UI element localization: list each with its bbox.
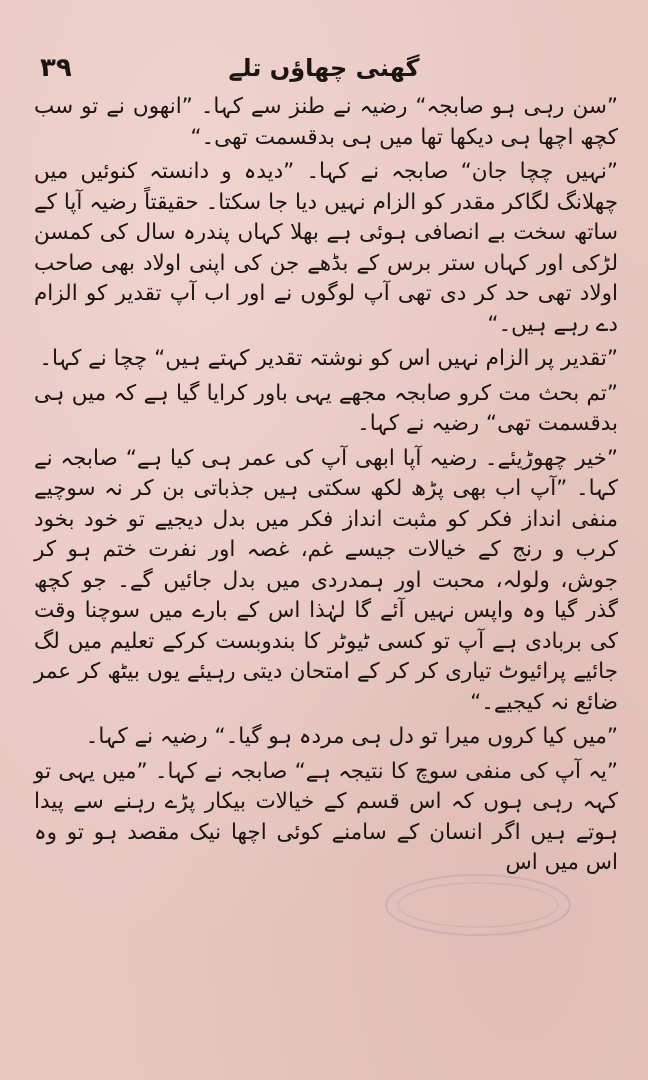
paragraph: ”تقدیر پر الزام نہیں اس کو نوشتہ تقدیر کہتے ہیں“ چچا نے کہا۔ (39, 346, 618, 371)
paragraph: ”میں کیا کروں میرا تو دل ہی مردہ ہو گیا۔“ رضیہ نے کہا۔ (85, 724, 618, 749)
body-text (34, 92, 618, 883)
paragraph: ”خیر چھوڑیئے۔ رضیہ آپا ابھی آپ کی عمر ہی کیا ہے“ صابجہ نے کہا۔ ”آپ اب بھی پڑھ لکھ سکتی ہیں جذباتی بن کر نہ سوچیے منفی انداز فکر کو مثبت انداز فکر میں بدل دیجیے تو خود بخود کرب و رنج کے خیالات جیسے غم، غصہ اور نفرت ختم ہو کر جوش، ولولہ، محبت اور ہمدردی میں بدل جائیں گے۔ جو کچھ گذر گیا وہ واپس نہیں آئے گا لہٰذا اس کے بارے میں سوچنا وقت کی بربادی ہے آپ تو کسی ٹیوٹر کا بندوبست کرکے تعلیم میں لگ جائیے پرائیوٹ تیاری کر کر کے امتحان دیتی رہیئے یوں بیٹھ کر عمر ضائع نہ کیجیے۔“ (34, 445, 618, 715)
paragraph: ”تم بحث مت کرو صابجہ مجھے یہی باور کرایا گیا ہے کہ میں ہی بدقسمت تھی“ رضیہ نے کہا۔ (34, 380, 618, 436)
running-title: گھنی چھاؤں تلے (228, 54, 420, 82)
page-header (40, 48, 608, 88)
page-number: ۳۹ (40, 53, 72, 83)
paragraph: ”سن رہی ہو صابجہ“ رضیہ نے طنز سے کہا۔ ”انھوں نے تو سب کچھ اچھا ہی دیکھا تھا میں ہی بدقسمت تھی۔“ (34, 94, 618, 150)
paragraph: ”نہیں چچا جان“ صابجہ نے کہا۔ ”دیدہ و دانستہ کنوئیں میں چھلانگ لگاکر مقدر کو الزام نہیں دیا جا سکتا۔ حقیقتاً رضیہ آپا کے ساتھ سخت بے انصافی ہوئی ہے بھلا کہاں پندرہ سال کی کمسن لڑکی اور کہاں ستر برس کے بڈھے جن کی اپنی اولاد بھی صاحب اولاد تھی حد کر دی تھی آپ لوگوں نے اور اب آپ تقدیر کو الزام دے رہے ہیں۔“ (34, 159, 618, 337)
paragraph: ”یہ آپ کی منفی سوچ کا نتیجہ ہے“ صابجہ نے کہا۔ ”میں یہی تو کہہ رہی ہوں کہ اس قسم کے خیالات بیکار پڑے رہنے سے پیدا ہوتے ہیں اگر انسان کے سامنے کوئی اچھا نیک مقصد ہو تو وہ اس میں اس (34, 758, 618, 875)
